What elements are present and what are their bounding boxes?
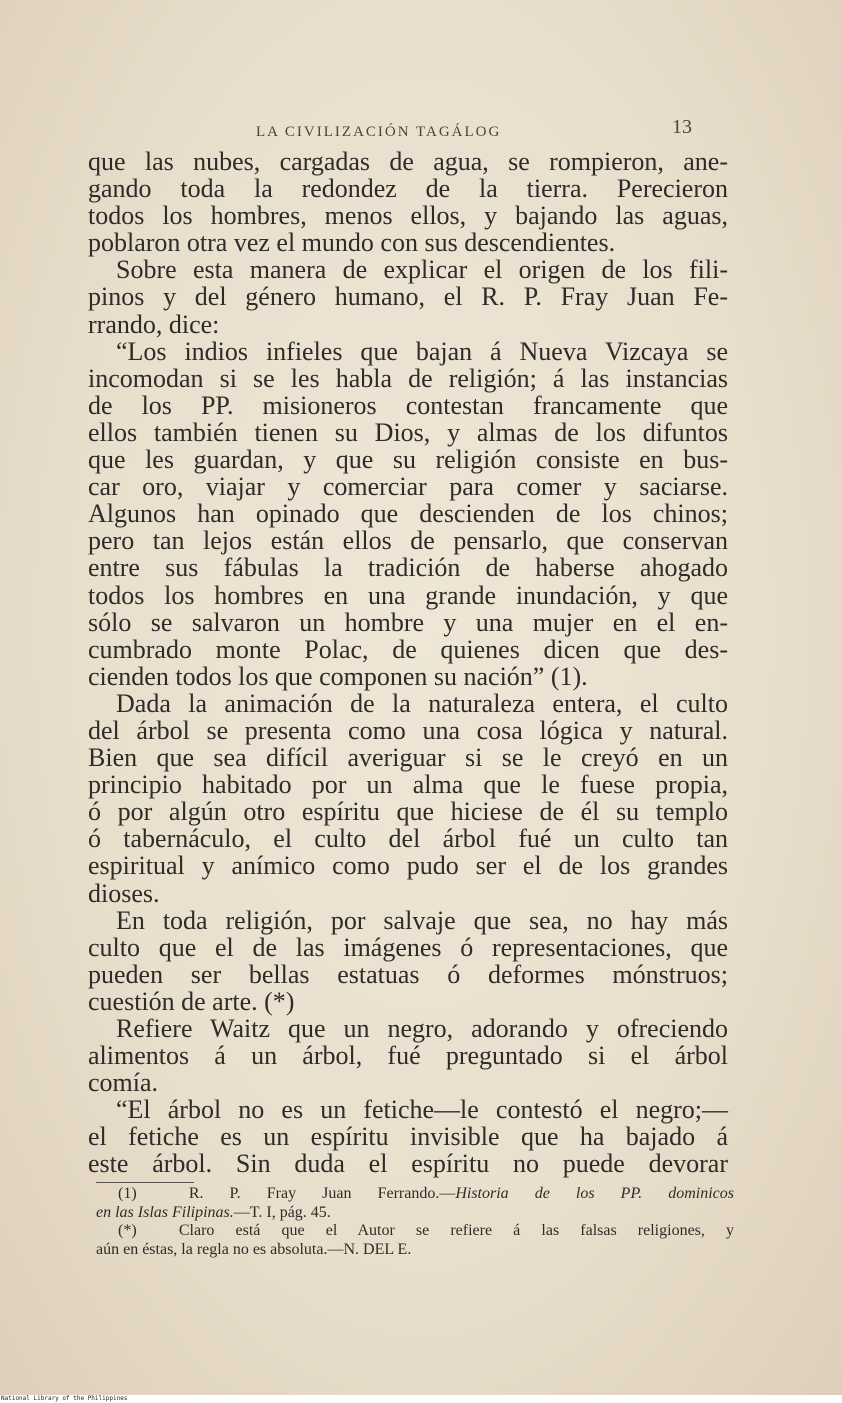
page-number: 13 — [672, 116, 692, 138]
footnote-1-title-cont: en las Islas Filipinas. — [96, 1203, 234, 1221]
footnote-2-text: Claro está que el Autor se refiere á las falsas religiones, y — [178, 1222, 735, 1239]
text-line: En toda religión, por salvaje que sea, no hay más — [116, 905, 728, 935]
text-line: cienden todos los que componen su nación” (1). — [88, 661, 588, 691]
text-line: poblaron otra vez el mundo con sus descendientes. — [88, 228, 616, 258]
text-line: espiritual y anímico como pudo ser el de los grandes — [88, 851, 728, 881]
text-line: incomodan si se les habla de religión; á las instancias — [88, 363, 728, 393]
footnote-1-line-1 — [96, 1185, 734, 1204]
text-line: pinos y del género humano, el R. P. Fray Juan Fe- — [88, 282, 728, 312]
text-line: Algunos han opinado que descienden de los chinos; — [88, 499, 728, 529]
footnote-1-reference: —T. I, pág. 45. — [233, 1203, 331, 1221]
text-line: Refiere Waitz que un negro, adorando y ofreciendo — [116, 1014, 728, 1043]
text-line: pero tan lejos están ellos de pensarlo, que conservan — [88, 526, 728, 556]
text-line: sólo se salvaron un hombre y una mujer en el en- — [88, 607, 728, 637]
text-line: cumbrado monte Polac, de quienes dicen que des- — [88, 634, 728, 664]
text-line: car oro, viajar y comerciar para comer y saciarse. — [88, 472, 728, 502]
footnote-2-line-1 — [96, 1222, 734, 1241]
body-text — [88, 148, 728, 1178]
text-line: pueden ser bellas estatuas ó deformes mónstruos; — [88, 959, 728, 989]
text-line: gando toda la redondez de la tierra. Perecieron — [88, 174, 728, 204]
text-line: que las nubes, cargadas de agua, se rompieron, ane- — [88, 147, 728, 176]
text-line: Sobre esta manera de explicar el origen de los fili- — [116, 255, 728, 285]
footnote-1-author: R. P. Fray Juan Ferrando.— — [188, 1185, 456, 1202]
footnote-2-marker: (*) — [118, 1222, 137, 1239]
text-line: ó por algún otro espíritu que hiciese de él su templo — [88, 797, 728, 827]
text-line: de los PP. misioneros contestan francamente que — [88, 390, 728, 420]
text-line: dioses. — [88, 878, 160, 908]
text-line: que les guardan, y que su religión consiste en bus- — [88, 445, 728, 475]
footnote-1-line-2 — [96, 1204, 734, 1223]
text-line: el fetiche es un espíritu invisible que ha bajado á — [88, 1122, 728, 1152]
footnote-1-marker: (1) — [118, 1185, 137, 1202]
text-line: todos los hombres, menos ellos, y bajando las aguas, — [88, 201, 728, 231]
text-line: entre sus fábulas la tradición de haberse ahogado — [88, 553, 728, 583]
text-line: este árbol. Sin duda el espíritu no puede devorar — [88, 1149, 728, 1179]
footnotes — [96, 1182, 734, 1259]
text-line: rrando, dice: — [88, 309, 220, 339]
page-header — [0, 116, 842, 146]
text-line: “Los indios infieles que bajan á Nueva Vizcaya se — [116, 336, 728, 366]
footnote-1-title: Historia de los PP. dominicos — [455, 1185, 735, 1202]
text-line: culto que el de las imágenes ó representaciones, que — [88, 932, 728, 962]
footnote-rule — [96, 1182, 194, 1183]
text-line: “El árbol no es un fetiche—le contestó el negro;— — [116, 1095, 728, 1125]
text-line: Dada la animación de la naturaleza entera, el culto — [116, 688, 728, 718]
running-head: LA CIVILIZACIÓN TAGÁLOG — [256, 124, 502, 140]
text-line: del árbol se presenta como una cosa lógica y natural. — [88, 715, 728, 745]
text-line: comía. — [88, 1068, 159, 1098]
text-line: Bien que sea difícil averiguar si se le creyó en un — [88, 743, 728, 773]
text-line: ó tabernáculo, el culto del árbol fué un culto tan — [88, 824, 728, 854]
library-credit: National Library of the Philippines — [1, 1395, 128, 1402]
text-line: principio habitado por un alma que le fuese propia, — [88, 770, 728, 800]
text-line: cuestión de arte. (*) — [88, 986, 295, 1016]
footnote-2-line-2: aún en éstas, la regla no es absoluta.—N. DEL E. — [96, 1240, 412, 1258]
text-line: ellos también tienen su Dios, y almas de los difuntos — [88, 417, 728, 447]
text-line: todos los hombres en una grande inundación, y que — [88, 580, 728, 610]
text-line: alimentos á un árbol, fué preguntado si el árbol — [88, 1041, 728, 1071]
